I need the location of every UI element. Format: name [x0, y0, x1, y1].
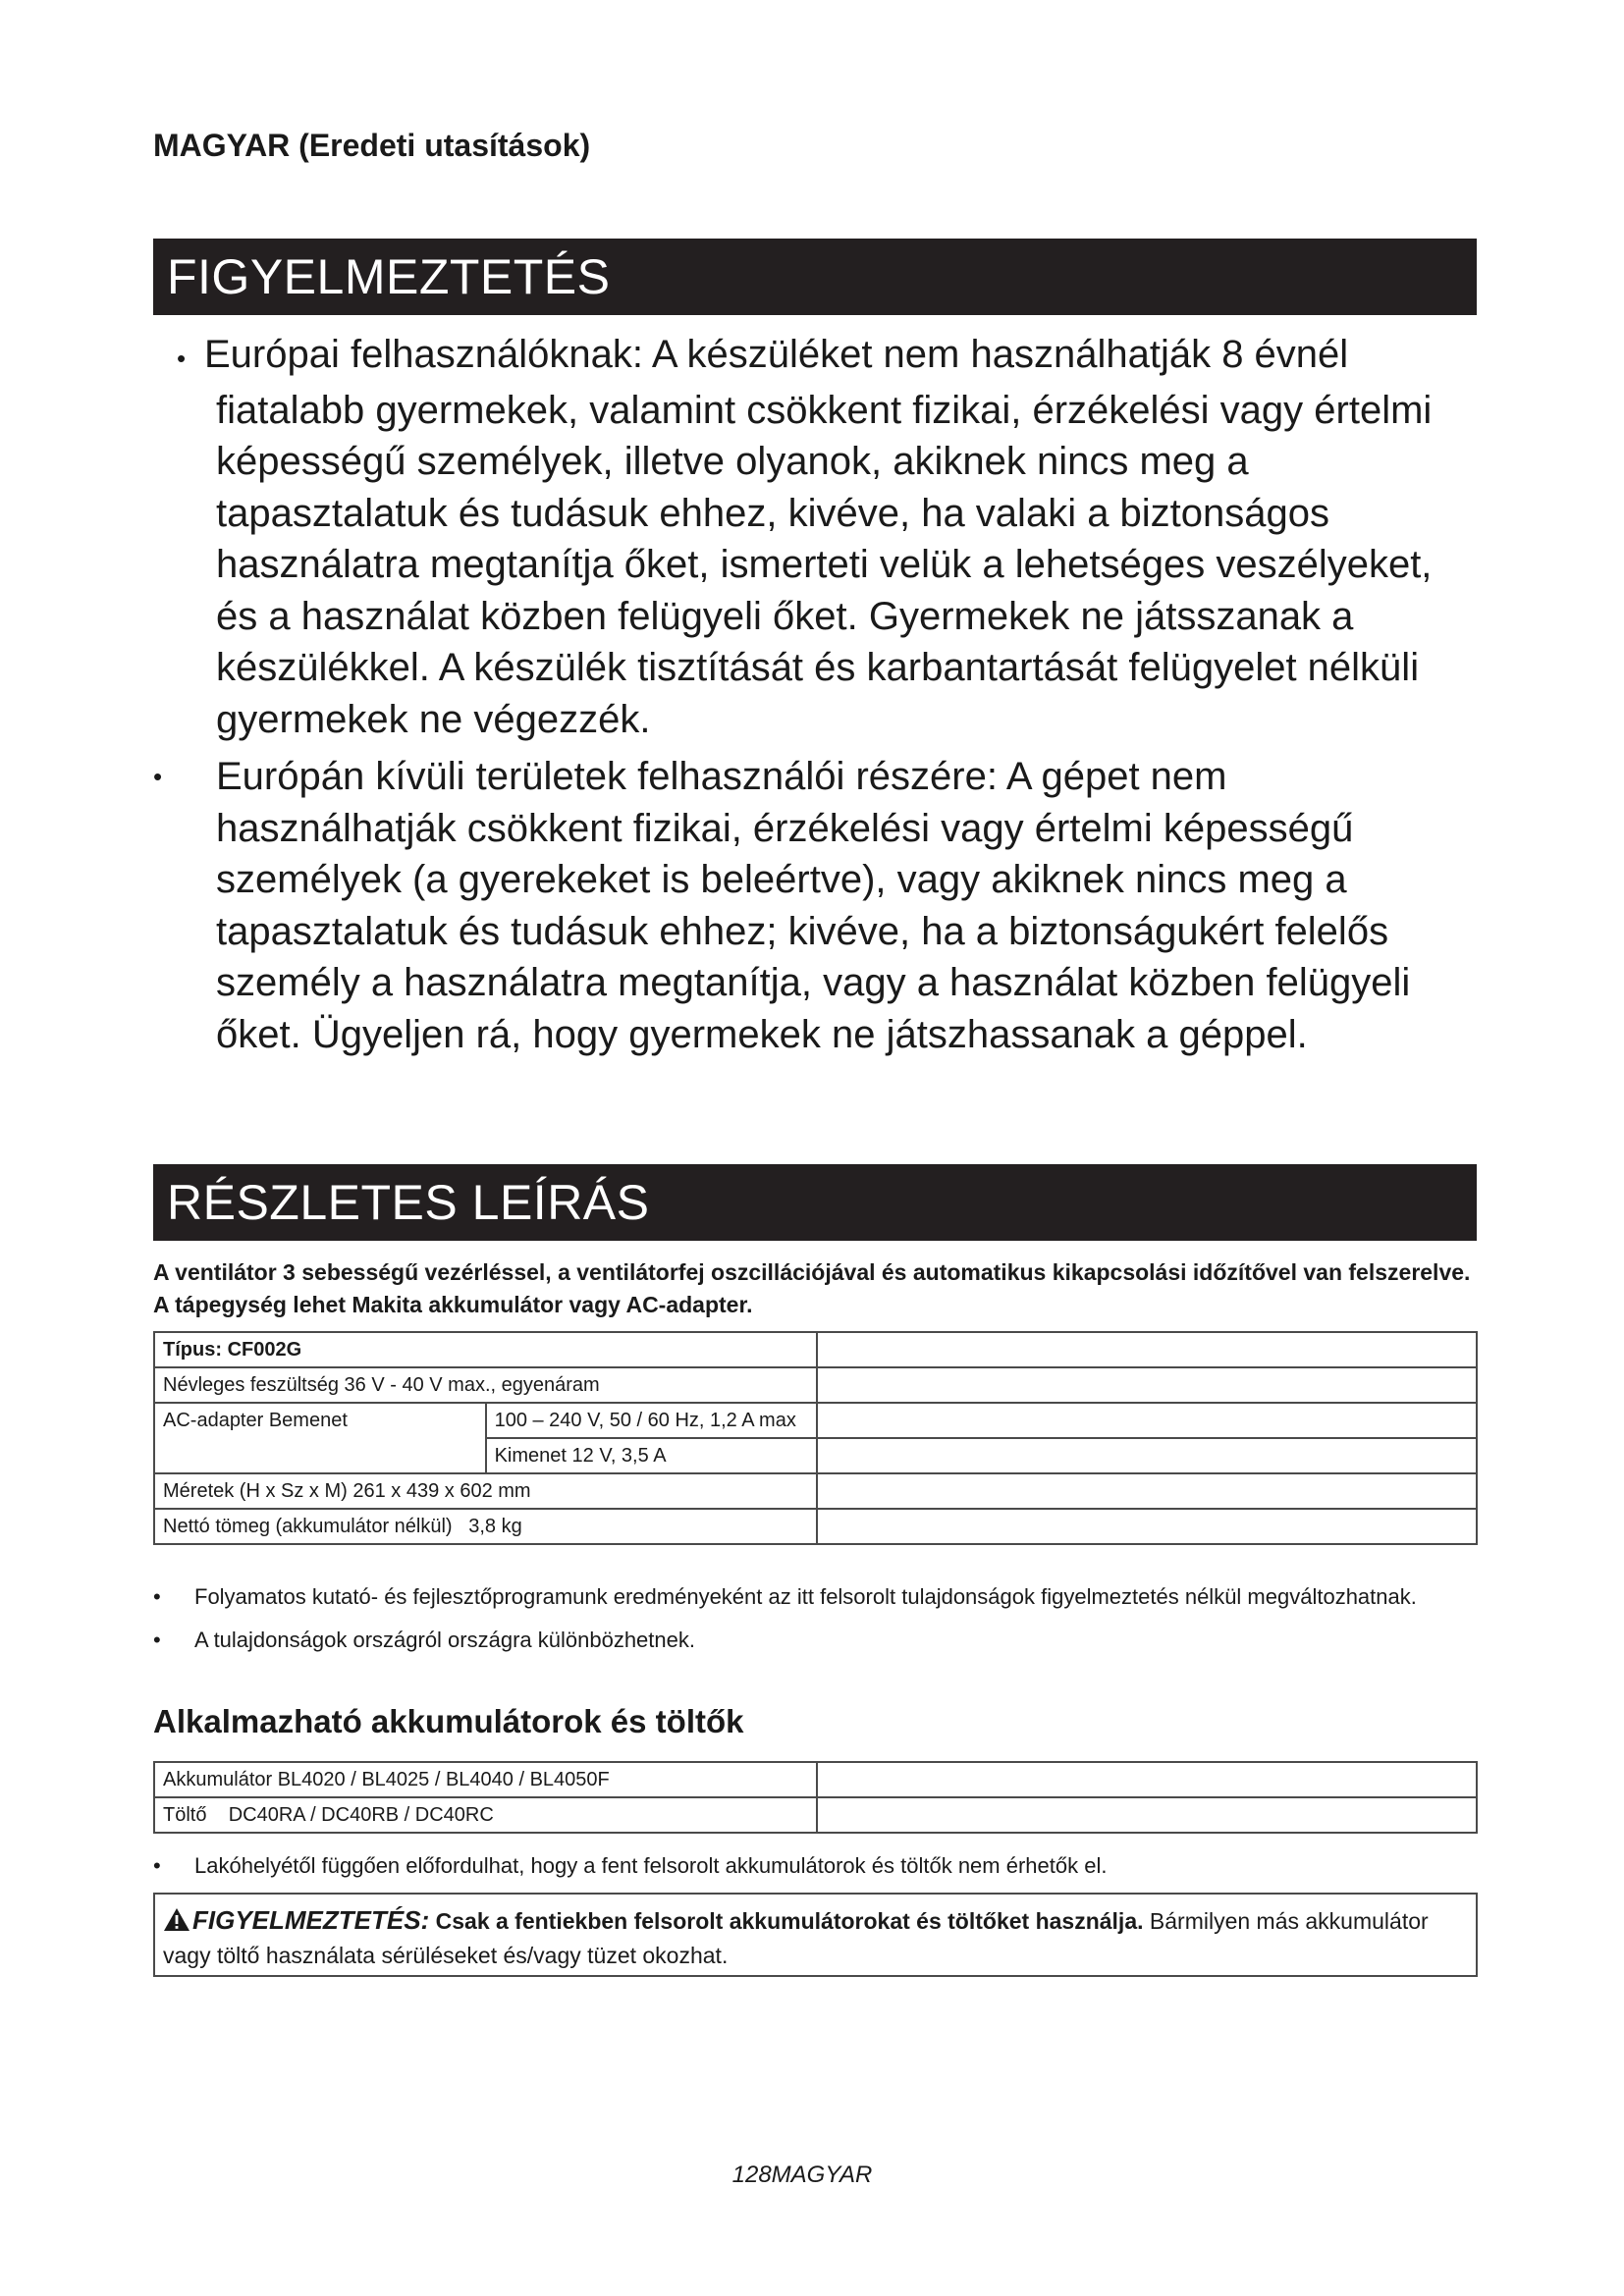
- list-item: [153, 1582, 1477, 1612]
- description-intro: A ventilátor 3 sebességű vezérléssel, a ventilátorfej oszcillációjával és automatikus kikapcsolási időzítővel van felszerelve. A tápegység lehet Makita akkumulátor vagy AC-adapter.: [153, 1259, 1471, 1317]
- table-row: [154, 1762, 1477, 1797]
- spec-dimensions-cell: [154, 1473, 817, 1509]
- spec-input-value-cell: [486, 1403, 818, 1438]
- spec-sub-label: Bemenet: [268, 1410, 348, 1431]
- table-row: [154, 1473, 1477, 1509]
- page-footer: [0, 2162, 1624, 2189]
- table-row: [154, 1797, 1477, 1833]
- batteries-heading: Alkalmazható akkumulátorok és töltők: [153, 1703, 744, 1739]
- warning-text-outside-europe: Európán kívüli területek felhasználói részére: A gépet nem használhatják csökkent fizikai, érzékelési vagy értelmi képességű személyek (a gyerekeket is beleértve), vagy akiknek nincs meg a tapasztalatuk és tudásuk ehhez; kivéve, ha a biztonságukért felelős személy a használatra megtanítja, vagy a használat közben felügyeli őket. Ügyeljen rá, hogy gyermekek ne játszhassanak a géppel.: [216, 755, 1411, 1056]
- batteries-table: [153, 1761, 1478, 1834]
- description-banner: RÉSZLETES LEÍRÁS: [153, 1164, 1477, 1241]
- charger-cell: [154, 1797, 817, 1833]
- battery-label: Akkumulátor: [163, 1768, 273, 1790]
- warning-item-europe: [153, 329, 1477, 745]
- spec-type-label: Típus:: [163, 1338, 222, 1361]
- table-row: [154, 1332, 1477, 1367]
- caution-box: [153, 1893, 1478, 1977]
- warning-list: [153, 329, 1477, 1060]
- spec-label: Névleges feszültség: [163, 1373, 339, 1396]
- caution-text: Bármilyen más akkumulátor vagy töltő használata sérüléseket és/vagy tüzet okozhat.: [163, 1908, 1429, 1968]
- spec-type-value: CF002G: [227, 1338, 302, 1361]
- empty-cell: [817, 1509, 1477, 1544]
- spec-label: Nettó tömeg (akkumulátor nélkül): [163, 1515, 453, 1537]
- spec-ac-adapter-cell: [154, 1403, 486, 1473]
- spec-sub-label: Kimenet: [494, 1444, 567, 1467]
- note-text: A tulajdonságok országról országra különbözhetnek.: [194, 1628, 695, 1652]
- spec-table: [153, 1331, 1478, 1545]
- spec-value: 12 V, 3,5 A: [571, 1444, 667, 1467]
- spec-type-cell: [154, 1332, 817, 1367]
- note-text: Lakóhelyétől függően előfordulhat, hogy a fent felsorolt akkumulátorok és töltők nem érhetők el.: [194, 1853, 1108, 1878]
- warning-text-europe: Európai felhasználóknak: A készüléket nem használhatják 8 évnél fiatalabb gyermekek, valamint csökkent fizikai, érzékelési vagy értelmi képességű személyek, illetve olyanok, akiknek nincs meg a tapasztalatuk és tudásuk ehhez, kivéve, ha valaki a biztonságos használatra megtanítja őket, ismerteti velük a lehetséges veszélyeket, és a használat közben felügyeli őket. Gyermekek ne játsszanak a készülékkel. A készülék tisztítását és karbantartását felügyelet nélküli gyermekek ne végezzék.: [204, 333, 1433, 741]
- bullet: •: [153, 762, 163, 791]
- battery-cell: [154, 1762, 817, 1797]
- warning-banner: FIGYELMEZTETÉS: [153, 239, 1477, 315]
- note-text: Folyamatos kutató- és fejlesztőprogramunk eredményeként az itt felsorolt tulajdonságok figyelmeztetés nélkül megváltozhatnak.: [194, 1584, 1417, 1609]
- spec-label: AC-adapter: [163, 1410, 264, 1431]
- caution-bold-text: Csak a fentiekben felsorolt akkumulátorokat és töltőket használja.: [435, 1908, 1144, 1934]
- spec-value: 3,8 kg: [468, 1515, 522, 1537]
- spec-value: 100 – 240 V, 50 / 60 Hz, 1,2 A max: [494, 1409, 796, 1431]
- battery-value: BL4020 / BL4025 / BL4040 / BL4050F: [277, 1768, 610, 1790]
- empty-cell: [817, 1367, 1477, 1403]
- spec-output-cell: [486, 1438, 818, 1473]
- footer-language: MAGYAR: [771, 2162, 873, 2188]
- warning-triangle-icon: [163, 1907, 190, 1940]
- page-header: MAGYAR (Eredeti utasítások): [153, 128, 591, 163]
- empty-cell: [817, 1332, 1477, 1367]
- table-row: [154, 1509, 1477, 1544]
- empty-cell: [817, 1438, 1477, 1473]
- charger-label: Töltő: [163, 1803, 207, 1826]
- bullet: •: [153, 1628, 161, 1652]
- bullet: •: [177, 344, 187, 373]
- empty-cell: [817, 1473, 1477, 1509]
- batteries-notes: [153, 1851, 1477, 1895]
- spec-weight-cell: [154, 1509, 817, 1544]
- list-item: [153, 1851, 1477, 1881]
- caution-label: FIGYELMEZTETÉS:: [192, 1905, 430, 1935]
- warning-item-outside-europe: [153, 751, 1477, 1060]
- spec-label: Méretek (H x Sz x M): [163, 1479, 348, 1502]
- empty-cell: [817, 1762, 1477, 1797]
- empty-cell: [817, 1403, 1477, 1438]
- empty-cell: [817, 1797, 1477, 1833]
- page-number: 128: [731, 2162, 772, 2188]
- bullet: •: [153, 1584, 161, 1609]
- spec-voltage-cell: [154, 1367, 817, 1403]
- spec-notes: [153, 1582, 1477, 1669]
- table-row: [154, 1403, 1477, 1438]
- list-item: [153, 1626, 1477, 1655]
- table-row: [154, 1367, 1477, 1403]
- spec-value: 36 V - 40 V max., egyenáram: [344, 1373, 600, 1396]
- bullet: •: [153, 1853, 161, 1878]
- spec-value: 261 x 439 x 602 mm: [352, 1479, 531, 1502]
- charger-value: DC40RA / DC40RB / DC40RC: [228, 1803, 494, 1826]
